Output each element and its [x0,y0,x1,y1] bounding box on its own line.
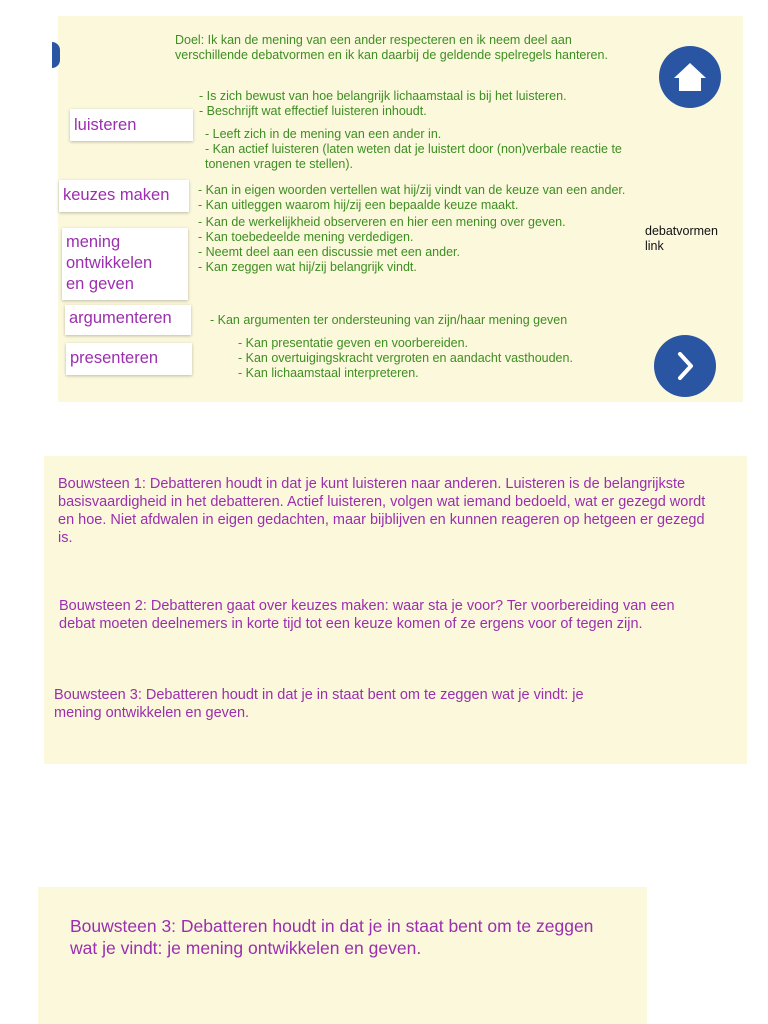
label-line: mening [66,233,121,251]
chevron-right-icon [670,349,700,383]
goal-block-keuzes [198,183,638,213]
goal-block-presenteren [238,336,678,381]
goal-block-luisteren-1 [199,89,567,119]
goal-line: - Kan zeggen wat hij/zij belangrijk vindt. [198,260,417,274]
label-presenteren[interactable]: presenteren [66,343,192,375]
label-mening-ontwikkelen[interactable] [62,228,188,300]
goal-line: - Kan actief luisteren (laten weten dat je luistert door (non)verbale reactie te tonenen vragen te stellen). [205,142,622,171]
bouwsteen-3-large-text: Bouwsteen 3: Debatteren houdt in dat je in staat bent om te zeggen wat je vindt: je mening ontwikkelen en geven. [70,916,594,958]
goal-line: - Kan in eigen woorden vertellen wat hij/zij vindt van de keuze van een ander. [198,183,626,197]
home-button[interactable] [659,46,721,108]
label-argumenteren[interactable]: argumenteren [65,305,191,335]
bouwstenen-panel [44,456,747,764]
bouwsteen-2-text: Bouwsteen 2: Debatteren gaat over keuzes maken: waar sta je voor? Ter voorbereiding van een debat moeten deelnemers in korte tijd tot een keuze komen of ze ergens voor of tegen zijn. [59,598,675,632]
bouwsteen-3-panel [38,887,647,1024]
goal-line: - Kan presentatie geven en voorbereiden. [238,336,469,350]
back-button-edge[interactable] [52,42,60,68]
label-line: ontwikkelen [66,254,153,272]
goal-line: - Beschrijft wat effectief luisteren inhoudt. [199,104,427,118]
label-luisteren[interactable]: luisteren [70,109,193,141]
goal-block-mening [198,215,638,275]
goal-line: - Neemt deel aan een discussie met een ander. [198,245,460,259]
label-keuzes-maken[interactable]: keuzes maken [59,180,189,212]
bouwsteen-3-text: Bouwsteen 3: Debatteren houdt in dat je in staat bent om te zeggen wat je vindt: je mening ontwikkelen en geven. [54,687,584,721]
label-line: en geven [66,275,134,293]
bouwsteen-1-text: Bouwsteen 1: Debatteren houdt in dat je kunt luisteren naar anderen. Luisteren is de belangrijkste basisvaardigheid in het debatteren. Actief luisteren, volgen wat iemand bedoeld, wat er gezegd wordt en hoe. Niet afdwalen in eigen gedachten, maar bijblijven en kunnen reageren op hetgeen er gezegd is. [58,476,706,546]
goal-line: - Kan uitleggen waarom hij/zij een bepaalde keuze maakt. [198,198,519,212]
goal-line: - Kan argumenten ter ondersteuning van zijn/haar mening geven [210,313,568,327]
next-button[interactable] [654,335,716,397]
debatvormen-link[interactable] [645,224,718,254]
link-line: link [645,239,664,253]
goal-block-argumenteren [210,313,650,328]
goal-text: Doel: Ik kan de mening van een ander respecteren en ik neem deel aan verschillende debatvormen en ik kan daarbij de geldende spelregels hanteren. [175,33,608,62]
learning-goals-panel [58,16,743,402]
home-icon [672,60,708,94]
goal-block-luisteren-2 [205,127,645,172]
goal-line: - Leeft zich in de mening van een ander in. [205,127,442,141]
link-line: debatvormen [645,224,718,238]
goal-line: - Kan overtuigingskracht vergroten en aandacht vasthouden. [238,351,573,365]
goal-line: - Kan toebedeelde mening verdedigen. [198,230,414,244]
goal-line: - Kan de werkelijkheid observeren en hier een mening over geven. [198,215,566,229]
goal-line: - Kan lichaamstaal interpreteren. [238,366,419,380]
goal-line: - Is zich bewust van hoe belangrijk lichaamstaal is bij het luisteren. [199,89,567,103]
